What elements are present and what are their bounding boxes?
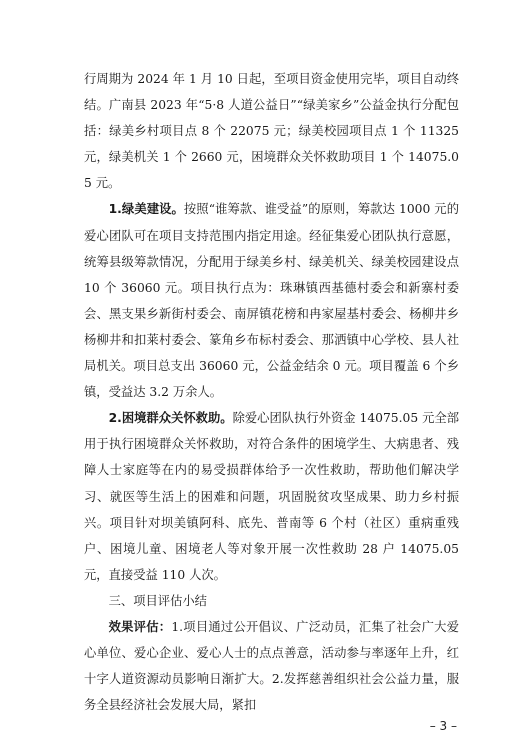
section-lead: 效果评估： (108, 619, 172, 634)
section-heading (84, 588, 459, 614)
paragraph-text: 1.项目通过公开倡议、广泛动员，汇集了社会广大爱心单位、爱心企业、爱心人士的点点善意，活动参与率逐年上升，红十字人道资源动员影响日渐扩大。2.发挥慈善组织社会公益力量，服务全县经济社会发展大局，紧扣 (84, 619, 459, 713)
paragraph-intro (84, 66, 459, 196)
body-text (84, 66, 459, 718)
paragraph-relief (84, 405, 459, 588)
paragraph-evaluation (84, 614, 459, 718)
heading-text: 三、项目评估小结 (108, 593, 207, 608)
section-lead: 1.绿美建设。 (108, 202, 184, 217)
paragraph-green-construction (84, 196, 459, 405)
paragraph-text: 按照“谁筹款、谁受益”的原则，筹款达 1000 元的爱心团队可在项目支持范围内指定用途。经征集爱心团队执行意愿，统筹县级筹款情况，分配用于绿美乡村、绿美机关、绿美校园建设点 10 个 36060 元。项目执行点为：珠琳镇西基德村委会和新寨村委会、黑支果乡新街村委会、南屏镇花榜和冉家屋基村委会、杨柳井乡杨柳井和扣莱村委会、篆角乡布标村委会、那洒镇中心学校、县人社局机关。项目总支出 36060 元，公益金结余 0 元。项目覆盖 6 个乡镇，受益达 3.2 万余人。 (84, 202, 460, 400)
paragraph-text: 行周期为 2024 年 1 月 10 日起，至项目资金使用完毕，项目自动终结。广南县 2023 年“5·8 人道公益日”“绿美家乡”公益金执行分配包括：绿美乡村项目点 8 个 22075 元；绿美校园项目点 1 个 11325 元，绿美机关 1 个 2660 元，困境群众关怀救助项目 1 个 14075.05 元。 (84, 72, 459, 191)
paragraph-text: 除爱心团队执行外资金 14075.05 元全部用于执行困境群众关怀救助，对符合条件的困境学生、大病患者、残障人士家庭等在内的易受损群体给予一次性救助，帮助他们解决学习、就医等生活上的困难和问题，巩固脱贫攻坚成果、助力乡村振兴。项目针对坝美镇阿科、底先、普南等 6 个村（社区）重病重残户、困境儿童、困境老人等对象开展一次性救助 28 户 14075.05 元，直接受益 110 人次。 (84, 411, 459, 582)
section-lead: 2.困境群众关怀救助。 (108, 411, 233, 426)
page-number: – 3 – (429, 719, 457, 733)
